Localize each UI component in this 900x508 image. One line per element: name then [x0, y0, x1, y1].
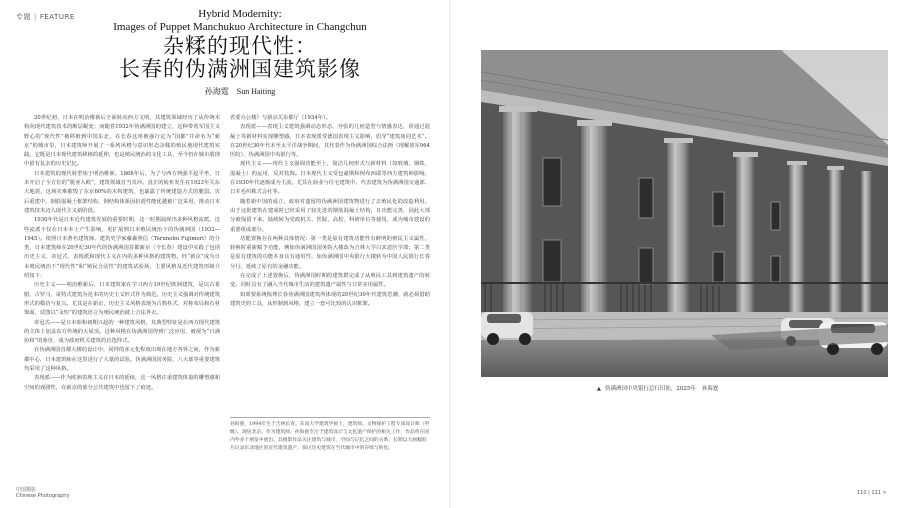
body-paragraph: 功能置换存在两种具体情况：第一类是原有建筑功能性有鲜明的殖民主义属性，转换时重新赋予功能，例如伪满洲国国务院大楼改为吉林大学白求恩医学部；第二类是原有建筑的功能本身具有通用性，如伪满洲国中央银行大楼转为中国人民银行长春分行，延续了原有的金融功能。: [230, 235, 430, 270]
caption-text: 伪满洲国中央银行总行旧址，2025年: [604, 386, 696, 392]
photo-caption: [597, 384, 718, 392]
body-paragraph: 历史主义——明治维新后，日本建筑家在学习西方19世纪欧洲建筑，是以古希腊、古罗马、哥特式建筑为范本的历史主义形式作为典范。历史主义强调对传统建筑形式的模仿与复兴。尤其是在新京，历史主义风格表现为古典柱式、对称布局和石材饰面，试图以“永恒”的建筑语言为殖民统治披上合法外衣。: [24, 282, 220, 317]
body-paragraph: 1930年代是日本近代建筑发展的重要时期，这一时期涌现出多种风格流派。这些流派不仅在日本本土产生影响，更扩展到日本殖民统治下的伪满洲国（1932—1945）。依照日本著名建筑师、建筑史学家藤森照信（Terunobu Fujimori）的分类，日本建筑师在20世纪30年代的伪满洲国首都新京（今长春）建设中实践了包括历史主义、帝冠式、表现派和现代主义在内的多种风格的建筑物。经“新京”成为日本殖民统治下“现代性”和“殖民合法性”的建筑试验场，主要风格及近代建筑形制介绍如下：: [24, 217, 220, 280]
author-bio: 孙海霆，1994年生于吉林长春。东南大学建筑学硕士，建筑师。文物保护工程专项设计师（甲级）。现居北京。作为建筑师，孙海霆专注于建筑设计与文化遗产保护的相关工作，作品曾在国内外多个展览中展出。其摄影作品关注建筑与城市、空间与记忆之间的关系，长期以大画幅胶片记录东北地区的近代建筑遗产，探讨历史建筑在当代城市中的存续与转化。: [230, 422, 430, 451]
body-paragraph: 表现派——表现主义建筑强调动态形态、夸张的几何造型与情感表达，常通过混凝土等新材料实现雕塑感。日本表现派受德国表现主义影响，倡导“建筑如同艺术”。在20世纪30年代末至太平洋战争期间，其代表作为伪满洲国综合法衙（现解放军964医院）、伪满洲国中央银行等。: [230, 124, 430, 159]
body-column-2: [230, 114, 430, 414]
body-paragraph: 在完成了上述置换后，伪满洲国时期的建筑群完成了从殖民工具到建筑遗产的转变。同时具有了融入当代城市生活的建筑遗产属性与日常实用属性。: [230, 273, 430, 289]
section-label-cn: 专题: [16, 13, 31, 21]
body-paragraph: 随着新中国的成立，政府对遗留的伪满洲国建筑物进行了去殖民化的改造利用。由于这批建筑在建成时已经采用了较先进的钢筋混凝土结构，且功能完善，因此大部分被保留下来，陆续转为党政机关、医院、高校、科研单位等使用，成为城市建设的重要组成部分。: [230, 198, 430, 233]
page-gutter: [449, 0, 451, 508]
body-paragraph: 如果要系统梳理长春伪满洲国建筑所体现的20世纪30年代建筑思潮，就必须借助建筑史的工具，从形制到风格，建立一套可比较的认识框架。: [230, 291, 430, 307]
bio-divider: [230, 417, 430, 418]
body-paragraph: 省委办公楼）与新京关东都厅（1934年）。: [230, 115, 331, 121]
title-english-line-1: Hybrid Modernity:: [198, 8, 282, 20]
caption-author: 孙海霆: [701, 386, 719, 392]
body-paragraph: 在伪满洲国首都大楼的设计中，同样的多元化程度出现在地方各界之间，作为新都中心，日本建筑师在这里进行了大量的试验。伪满洲国国务院、八大部等重要建筑均采用了这种风格。: [24, 347, 220, 373]
title-chinese-line-2: 长春的伪满洲国建筑影像: [119, 57, 361, 81]
body-paragraph: 表现派——作为欧洲表现主义在日本的延续，这一风格注重建筑体量的雕塑感和空间的戏剧性，在新京的部分公共建筑中也留下了痕迹。: [24, 375, 220, 391]
title-english-line-2: Images of Puppet Manchukuo Architecture in Changchun: [113, 21, 367, 33]
section-label-en: FEATURE: [39, 13, 75, 21]
body-paragraph: 现代主义——现代主义强调功能至上，简洁几何形式与新材料（如玻璃、钢铁、混凝土）的运用，反对装饰。日本现代主义受包豪斯和柯布西耶等西方建筑师影响，在1930年代逐渐成为主流，尤其在商业与住宅建筑中。代表建筑为伪满洲国交通部、日本毛织株式会社等。: [230, 161, 430, 196]
building-photo: [481, 50, 888, 377]
section-separator: |: [34, 13, 37, 21]
body-paragraph: 20世纪初，日本在明治维新后全面转向西方文明，其建筑领域经历了从传统木构向现代建筑技术的断层蜕变；而随着1932年伪满洲国的建立，这种带着军国主义野心的“现代性”被移植到中国东北，在长春这座被强行定为“国都”并命名为“新京”的城市里，日本建筑师开展了一系列风格与意识形态杂糅的殖民地现代建筑实践。它既是日本现代建筑移植的延伸，也是殖民统治的文化工具，至今仍在城市肌理中留有复杂的历史记忆。: [24, 115, 220, 168]
magazine-name-en: Chinese Photography: [16, 493, 70, 499]
page-numbers: 110 | 111 >: [857, 490, 887, 496]
body-paragraph: 日本建筑的现代转型始于明治维新。1868年后，为了与西方列强平起平坐，日本开启了全方位的“脱亚入欧”，建筑领域首当其冲。真正的转折发生在1923年关东大地震，这场灾难摧毁了东京60%的木构建筑，也暴露了传统建造方式的脆弱。灾后重建中，钢筋混凝土框架结构、钢结构体系因抗震性能优越被广泛采用，推动日本建筑技术迈入现代主义新阶段。: [24, 170, 220, 214]
body-paragraph: 帝冠式——是日本昭和初期兴起的一种建筑风格，其典型特征是在西方现代建筑的主体上加盖东方传统的大屋顶。这种风格在伪满洲国得到广泛应用，被视为“日满协和”的象征，成为政府机关建筑的首选样式。: [24, 319, 220, 345]
body-column-1: [24, 114, 220, 486]
caption-marker-icon: ▲: [597, 386, 601, 392]
title-chinese-line-1: 杂糅的现代性：: [163, 34, 317, 58]
title-english: [60, 8, 420, 34]
magazine-name-cn: 中国摄影: [16, 487, 37, 493]
byline: [60, 86, 420, 97]
author-chinese: 孙海霆: [204, 87, 229, 96]
author-english: Sun Haiting: [236, 87, 276, 96]
magazine-footer: [16, 487, 69, 499]
building-illustration: [481, 50, 888, 377]
